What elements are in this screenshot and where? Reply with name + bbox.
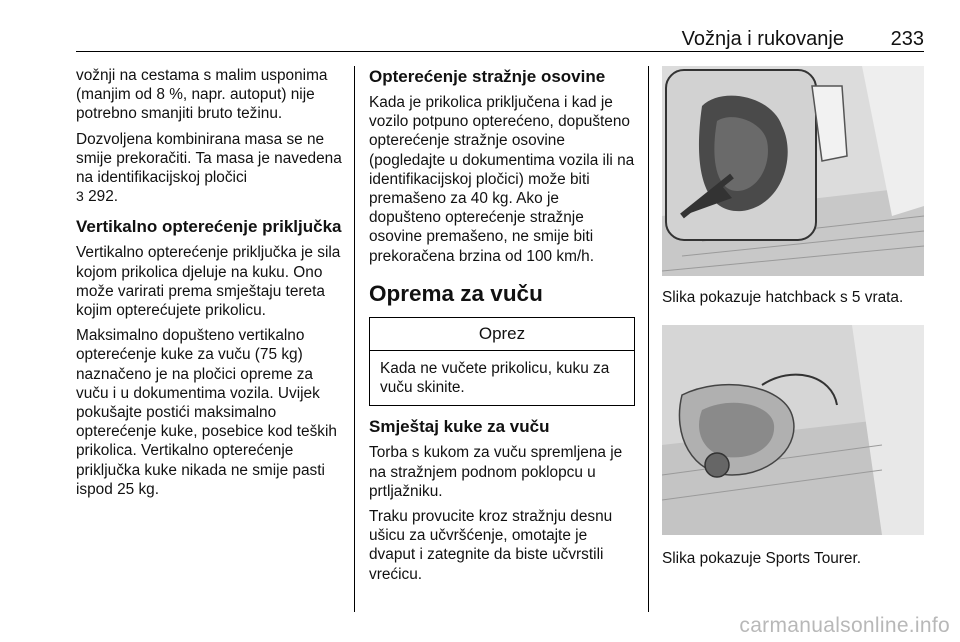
paragraph-vertical-load-def: Vertikalno opterećenje priključka je sila kojom prikolica djeluje na kuku. Ono može varirati prema smještaju tereta kojim opterećujete prikolicu. <box>76 244 341 320</box>
column-divider-2 <box>648 66 649 612</box>
watermark: carmanualsonline.info <box>739 614 950 637</box>
caption-sports-tourer: Slika pokazuje Sports Tourer. <box>662 550 862 568</box>
figure-hatchback-trunk <box>662 66 924 276</box>
page-reference[interactable]: 292. <box>83 188 119 206</box>
heading-towing-equipment: Oprema za vuču <box>369 280 543 306</box>
heading-vertical-load: Vertikalno opterećenje priključka <box>76 217 342 237</box>
paragraph-strap: Traku provucite kroz stražnju desnu ušicu za učvršćenje, omotajte je dvaput i zategnite da biste učvrstili vrećicu. <box>369 508 613 583</box>
column-2 <box>369 66 635 590</box>
paragraph-combined-mass <box>76 130 346 207</box>
figure-sports-tourer-trunk <box>662 325 924 535</box>
caution-box <box>369 317 635 407</box>
paragraph-vertical-load-max: Maksimalno dopušteno vertikalno opterećenje kuke za vuču (75 kg) naznačeno je na pločici opreme za vuču i u dokumentima vozila. Uvijek pokušajte postići maksimalno opterećenje kuke, posebice kod teških prikolica. Vertikalno opterećenje priključka kuke nikada ne smije pasti ispod 25 kg. <box>76 327 337 498</box>
caption-hatchback: Slika pokazuje hatchback s 5 vrata. <box>662 289 904 306</box>
paragraph-hitch-storage: Torba s kukom za vuču spremljena je na stražnjem podnom poklopcu u prtljažniku. <box>369 444 623 500</box>
paragraph-combined-mass-text: Dozvoljena kombinirana masa se ne smije prekoračiti. Ta masa je navedena na identifikacijskoj pločici <box>76 130 342 187</box>
paragraph-gradient: vožnji na cestama s malim usponima (manjim od 8 %, napr. autoput) nije potrebno smanjiti bruto težinu. <box>76 67 328 123</box>
heading-hitch-storage: Smještaj kuke za vuču <box>369 417 550 437</box>
page-reference-icon: 3 <box>76 188 84 205</box>
heading-rear-axle-load: Opterećenje stražnje osovine <box>369 67 606 86</box>
column-1 <box>76 66 346 505</box>
sports-tourer-trunk-illustration <box>662 325 924 535</box>
section-title: Vožnja i rukovanje <box>681 28 844 50</box>
hatchback-trunk-illustration <box>662 66 924 276</box>
page-number: 233 <box>890 28 924 50</box>
caution-title: Oprez <box>370 318 634 351</box>
page-header <box>76 28 924 50</box>
paragraph-rear-axle-load: Kada je prikolica priključena i kad je vozilo potpuno opterećeno, dopušteno opterećenje stražnje osovine (pogledajte u dokumentima vozila ili na identifikacijskoj pločici) može biti premašeno za 40 kg. Ako je dopušteno opterećenje stražnje osovine premašeno, ne smije biti prekoračena brzina od 100 km/h. <box>369 94 635 265</box>
column-divider-1 <box>354 66 355 612</box>
header-rule <box>76 51 924 52</box>
column-3 <box>662 66 924 568</box>
caution-text: Kada ne vučete prikolicu, kuku za vuču skinite. <box>380 360 610 397</box>
